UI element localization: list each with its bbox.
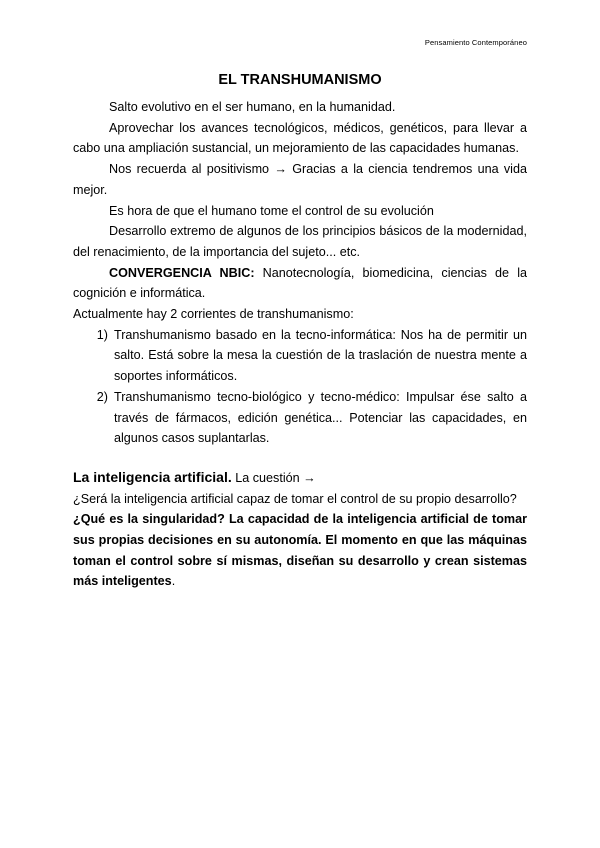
paragraph: Aprovechar los avances tecnológicos, médicos, genéticos, para llevar a cabo una ampliación sustancial, un mejoramiento de las capacidades humanas.	[73, 120, 527, 156]
paragraph	[73, 263, 527, 304]
document-title: EL TRANSHUMANISMO	[218, 72, 382, 88]
period: .	[171, 574, 176, 589]
list-item	[73, 325, 527, 387]
singularity-paragraph	[73, 509, 527, 592]
paragraph: Nos recuerda al positivismo → Gracias a la ciencia tendremos una vida mejor.	[73, 162, 527, 197]
section-heading-bold: La inteligencia artificial.	[73, 468, 232, 485]
paragraph: Salto evolutivo en el ser humano, en la humanidad.	[109, 100, 396, 114]
numbered-list	[73, 325, 527, 449]
list-text: Transhumanismo tecno-biológico y tecno-médico: Impulsar ése salto a través de fármacos, edición genética... Potenciar las capacidades, en algunos casos suplantarlas.	[114, 389, 527, 446]
nbic-label: CONVERGENCIA NBIC:	[109, 265, 255, 280]
section-heading-rest: La cuestión →	[231, 470, 316, 485]
paragraph: Es hora de que el humano tome el control de su evolución	[109, 203, 434, 218]
nbic-text: Nanotecnología, biomedicina, ciencias de la cognición e informática.	[73, 265, 528, 301]
running-header: Pensamiento Contemporáneo	[424, 38, 527, 47]
paragraph: Actualmente hay 2 corrientes de transhumanismo:	[73, 307, 354, 322]
document-body	[73, 97, 527, 592]
list-number: 1)	[96, 327, 108, 342]
section-heading	[73, 467, 527, 489]
paragraph: ¿Será la inteligencia artificial capaz de tomar el control de su propio desarrollo?	[73, 491, 517, 506]
list-item	[73, 387, 527, 449]
list-text: Transhumanismo basado en la tecno-informática: Nos ha de permitir un salto. Está sobre la mesa la cuestión de la traslación de nuestra mente a soportes informáticos.	[114, 327, 527, 384]
list-number: 2)	[96, 389, 108, 404]
paragraph: Desarrollo extremo de algunos de los principios básicos de la modernidad, del renacimiento, de la importancia del sujeto... etc.	[73, 224, 527, 259]
singularity-text: ¿Qué es la singularidad? La capacidad de la inteligencia artificial de tomar sus propias decisiones en su autonomía. El momento en que las máquinas toman el control sobre sí mismas, diseñan su desarrollo y crean sistemas más inteligentes	[73, 512, 527, 589]
